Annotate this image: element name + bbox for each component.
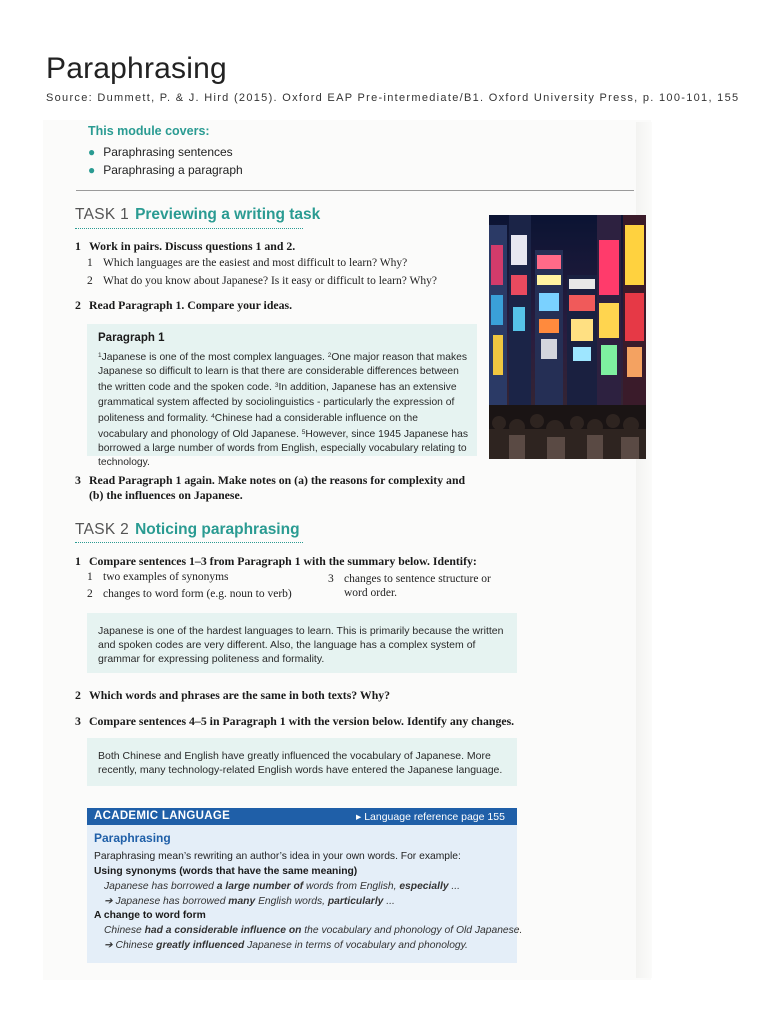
task2-underline <box>75 542 303 543</box>
triangle-right-icon: ▸ <box>356 811 362 823</box>
summary-text-1: Japanese is one of the hardest languages to learn. This is primarily because the written and spoken codes are very different. Also, the language has a complex system of grammar for expressing politeness and formality. <box>98 625 504 665</box>
example-word-form-original: Chinese had a considerable influence on the vocabulary and phonology of Old Japanese. <box>104 925 523 936</box>
task1-question-2: 2 Read Paragraph 1. Compare your ideas. <box>75 298 293 312</box>
tokyo-street-photo <box>489 215 646 459</box>
academic-subtitle: Paraphrasing <box>94 831 171 845</box>
task2-question-3: 3 Compare sentences 4–5 in Paragraph 1 with the version below. Identify any changes. <box>75 714 515 728</box>
task1-q1-sub-2: 2 What do you know about Japanese? Is it easy or difficult to learn? Why? <box>87 275 437 287</box>
task1-q1-sub-1: 1 Which languages are the easiest and most difficult to learn? Why? <box>87 257 408 269</box>
example-synonym-paraphrase: ➔ Japanese has borrowed many English words, particularly ... <box>104 896 395 907</box>
module-item: ● Paraphrasing a paragraph <box>88 163 243 177</box>
task1-heading: TASK 1 Previewing a writing task <box>75 206 321 223</box>
task1-question-3: 3 Read Paragraph 1 again. Make notes on (a) the reasons for complexity and <box>75 473 466 487</box>
task2-heading: TASK 2 Noticing paraphrasing <box>75 521 300 538</box>
summary-text-2: Both Chinese and English have greatly influenced the vocabulary of Japanese. More recently, many technology-related English words have entered the Japanese language. <box>98 750 503 776</box>
task1-question-1: 1 Work in pairs. Discuss questions 1 and 2. <box>75 239 296 253</box>
page-title: Paraphrasing <box>46 52 227 85</box>
task2-q1-sub-1: 1 two examples of synonyms <box>87 571 229 583</box>
module-heading: This module covers: <box>88 124 210 138</box>
language-reference-link: ▸ Language reference page 155 <box>356 811 505 823</box>
task2-question-2: 2 Which words and phrases are the same in both texts? Why? <box>75 688 391 702</box>
example-word-form-paraphrase: ➔ Chinese greatly influenced Japanese in terms of vocabulary and phonology. <box>104 940 468 951</box>
arrow-right-icon: ➔ <box>104 940 113 951</box>
task2-q1-sub-2: 2 changes to word form (e.g. noun to verb) <box>87 588 292 600</box>
example-synonym-original: Japanese has borrowed a large number of words from English, especially ... <box>104 881 461 892</box>
city-night-illustration <box>489 215 646 459</box>
task2-q1-sub-3: 3 changes to sentence structure or <box>328 573 491 585</box>
bullet-icon: ● <box>88 145 96 159</box>
source-citation: Source: Dummett, P. & J. Hird (2015). Oxford EAP Pre-intermediate/B1. Oxford University Press, p. 100-101, 155 <box>46 92 740 104</box>
paragraph-text: $^1$Japanese is one of the most complex languages. $^2$One major reason that makes Japanese so difficult to learn is that there are considerable differences between the written code and the spoken code. $^3$In addition, Japanese has an extensive grammatical system affected by sociolinguistics - particularly the expression of politeness and formality. $^4$Chinese had a considerable influence on the vocabulary and phonology of Old Japanese. $^5$However, since 1945 Japanese has borrowed a large number of words from English, especially vocabulary relating to technology. <box>98 352 468 469</box>
section-divider <box>76 190 634 191</box>
task2-q1-sub-3-cont: word order. <box>344 587 398 599</box>
academic-language-title: ACADEMIC LANGUAGE <box>94 810 231 822</box>
arrow-right-icon: ➔ <box>104 896 113 907</box>
task1-underline <box>75 228 303 229</box>
module-item: ● Paraphrasing sentences <box>88 145 233 159</box>
task2-question-1: 1 Compare sentences 1–3 from Paragraph 1 with the summary below. Identify: <box>75 554 477 568</box>
task1-question-3-cont: (b) the influences on Japanese. <box>89 488 243 502</box>
academic-heading-synonyms: Using synonyms (words that have the same meaning) <box>94 866 358 877</box>
academic-heading-word-form: A change to word form <box>94 910 206 921</box>
bullet-icon: ● <box>88 163 96 177</box>
academic-intro: Paraphrasing mean’s rewriting an author’s idea in your own words. For example: <box>94 851 461 862</box>
paragraph-title: Paragraph 1 <box>98 332 165 344</box>
